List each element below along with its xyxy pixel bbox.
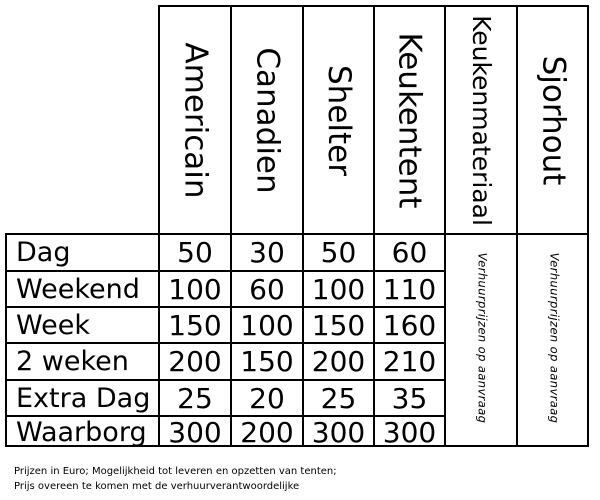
table-cell: 25: [320, 382, 357, 415]
column-header-americain: [160, 7, 230, 233]
footnote-line-2: Prijs overeen te komen met de verhuurverantwoordelijke: [14, 481, 300, 492]
keukenmateriaal-price-note: [446, 236, 518, 440]
row-label-2-weken: 2 weken: [16, 346, 129, 377]
row-label-weekend: Weekend: [16, 274, 140, 305]
table-cell: 35: [391, 382, 428, 415]
table-cell: 210: [382, 345, 437, 378]
row-label-extra-dag: Extra Dag: [16, 383, 151, 414]
table-cell: 60: [249, 273, 285, 306]
column-header-canadien: [232, 7, 302, 233]
column-header-label: Keukentent: [392, 31, 429, 209]
table-cell: 25: [177, 382, 213, 415]
column-header-keukententent: [375, 7, 444, 233]
table-cell: 160: [382, 309, 437, 342]
column-header-label: Shelter: [321, 64, 358, 176]
table-cell: 50: [320, 236, 357, 269]
table-cell: 300: [168, 416, 222, 449]
price-note-text: Verhuurprijzen op aanvraag: [547, 252, 562, 424]
table-cell: 200: [240, 416, 294, 449]
column-header-label: Americain: [177, 41, 214, 199]
column-header-shelter: [304, 7, 373, 233]
table-cell: 300: [311, 416, 366, 449]
footnote-line-1: Prijzen in Euro; Mogelijkheid tot leveren en opzetten van tenten;: [14, 466, 337, 477]
table-cell: 100: [311, 273, 366, 306]
table-cell: 200: [311, 345, 366, 378]
row-label-dag: Dag: [16, 237, 71, 268]
row-label-week: Week: [16, 310, 90, 341]
table-cell: 20: [249, 382, 285, 415]
sjorhout-price-note: [518, 236, 590, 440]
column-header-sjorhout: [518, 7, 587, 233]
table-cell: 150: [168, 309, 222, 342]
table-cell: 100: [240, 309, 294, 342]
column-header-label: Canadien: [249, 46, 286, 194]
column-header-label: Sjorhout: [535, 55, 571, 185]
table-cell: 150: [240, 345, 294, 378]
column-header-label: Keukenmateriaal: [466, 14, 496, 226]
table-cell: 100: [168, 273, 222, 306]
table-cell: 150: [311, 309, 366, 342]
table-cell: 50: [177, 236, 213, 269]
table-cell: 30: [249, 236, 285, 269]
table-cell: 200: [168, 345, 222, 378]
row-label-waarborg: Waarborg: [16, 417, 147, 448]
table-cell: 300: [382, 416, 437, 449]
table-cell: 60: [391, 236, 428, 269]
price-note-text: Verhuurprijzen op aanvraag: [475, 252, 490, 424]
column-header-keukenmateriaal: [446, 7, 516, 233]
table-cell: 110: [382, 273, 437, 306]
